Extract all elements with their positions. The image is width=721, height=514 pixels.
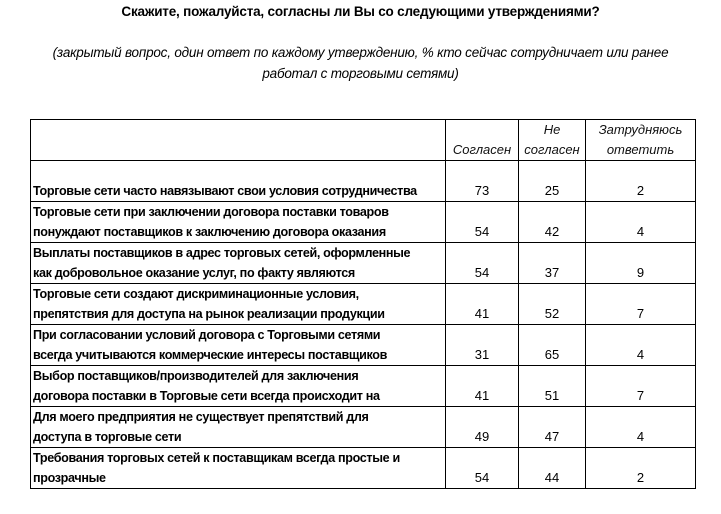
statement-line-1: Торговые сети создают дискриминационные условия, <box>33 287 359 301</box>
table-row <box>31 325 696 366</box>
statement-cell <box>31 407 446 448</box>
subtitle-line-2: работал с торговыми сетями) <box>262 66 459 81</box>
statement-line-1: При согласовании условий договора с Торговыми сетями <box>33 328 381 342</box>
header-disagree-line1: Не <box>543 122 561 137</box>
hard-cell: 7 <box>586 284 696 325</box>
table-row <box>31 448 696 489</box>
hard-cell: 4 <box>586 407 696 448</box>
agree-cell: 54 <box>446 243 519 284</box>
disagree-cell: 47 <box>519 407 586 448</box>
hard-cell: 2 <box>586 161 696 202</box>
header-agree-label: Согласен <box>452 142 512 157</box>
statement-cell <box>31 161 446 202</box>
question-subtitle <box>20 42 701 84</box>
statement-cell <box>31 325 446 366</box>
agree-cell: 49 <box>446 407 519 448</box>
disagree-cell: 51 <box>519 366 586 407</box>
subtitle-line-1: (закрытый вопрос, один ответ по каждому утверждению, % кто сейчас сотрудничает или ранее <box>52 45 669 60</box>
agree-cell: 41 <box>446 366 519 407</box>
statement-line-1: Требования торговых сетей к поставщикам всегда простые и <box>33 451 400 465</box>
disagree-cell: 25 <box>519 161 586 202</box>
table-row <box>31 407 696 448</box>
statement-cell <box>31 284 446 325</box>
header-statement <box>31 120 446 161</box>
table-row <box>31 366 696 407</box>
statement-line-2: понуждают поставщиков к заключению договора оказания <box>33 225 386 239</box>
statement-line-2: договора поставки в Торговые сети всегда происходит на <box>33 389 380 403</box>
hard-cell: 2 <box>586 448 696 489</box>
statement-line-1: Выбор поставщиков/производителей для заключения <box>33 369 359 383</box>
agree-cell: 54 <box>446 448 519 489</box>
statement-line-1: Выплаты поставщиков в адрес торговых сетей, оформленные <box>33 246 411 260</box>
question-title: Скажите, пожалуйста, согласны ли Вы со следующими утверждениями? <box>121 4 600 19</box>
statement-cell <box>31 448 446 489</box>
statement-line-2: Торговые сети часто навязывают свои условия сотрудничества <box>33 184 417 198</box>
statement-line-1 <box>33 161 443 181</box>
agree-cell: 41 <box>446 284 519 325</box>
table-row <box>31 243 696 284</box>
statement-line-2: прозрачные <box>33 471 106 485</box>
statement-line-1: Для моего предприятия не существует препятствий для <box>33 410 369 424</box>
disagree-cell: 42 <box>519 202 586 243</box>
agree-cell: 54 <box>446 202 519 243</box>
hard-cell: 4 <box>586 202 696 243</box>
header-hard-to-answer <box>586 120 696 161</box>
disagree-cell: 52 <box>519 284 586 325</box>
hard-cell: 4 <box>586 325 696 366</box>
statement-cell <box>31 366 446 407</box>
hard-cell: 7 <box>586 366 696 407</box>
agree-cell: 31 <box>446 325 519 366</box>
survey-table <box>30 119 696 489</box>
table-row <box>31 202 696 243</box>
header-disagree-line2: согласен <box>524 142 580 157</box>
header-row <box>31 120 696 161</box>
table-row <box>31 161 696 202</box>
header-hard-line1: Затрудняюсь <box>598 122 683 137</box>
hard-cell: 9 <box>586 243 696 284</box>
header-agree <box>446 120 519 161</box>
disagree-cell: 37 <box>519 243 586 284</box>
statement-line-2: доступа в торговые сети <box>33 430 182 444</box>
table-row <box>31 284 696 325</box>
statement-line-2: препятствия для доступа на рынок реализации продукции <box>33 307 385 321</box>
statement-line-2: всегда учитываются коммерческие интересы поставщиков <box>33 348 388 362</box>
statement-cell <box>31 202 446 243</box>
statement-line-2: как добровольное оказание услуг, по факту являются <box>33 266 355 280</box>
statement-line-1: Торговые сети при заключении договора поставки товаров <box>33 205 389 219</box>
statement-cell <box>31 243 446 284</box>
disagree-cell: 65 <box>519 325 586 366</box>
header-disagree <box>519 120 586 161</box>
header-hard-line2: ответить <box>606 142 675 157</box>
agree-cell: 73 <box>446 161 519 202</box>
disagree-cell: 44 <box>519 448 586 489</box>
